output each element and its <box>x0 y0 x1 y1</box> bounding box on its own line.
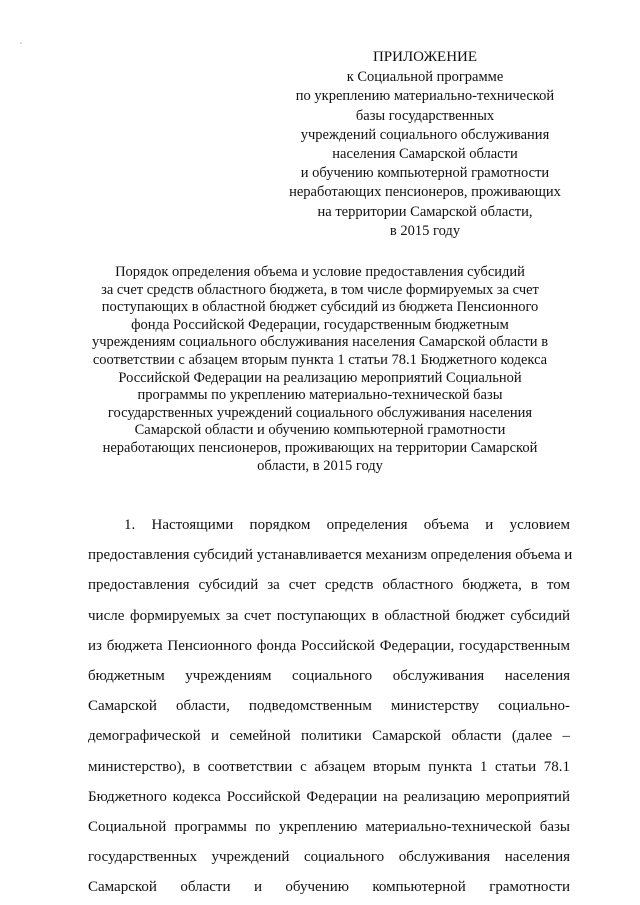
body-line: 1. Настоящими порядком определения объема и условием <box>124 517 570 533</box>
appendix-line: учреждений социального обслуживания <box>300 126 550 143</box>
title-line: за счет средств областного бюджета, в том числе формируемых за счет <box>101 281 539 298</box>
body-line: предоставления субсидий за счет средств областного бюджета, в том <box>88 577 570 594</box>
body-line: бюджетным учреждениям социального обслуживания населения <box>88 667 570 684</box>
appendix-line: к Социальной программе <box>346 69 504 86</box>
title-line: учреждениям социального обслуживания населения Самарской области в <box>91 334 549 351</box>
title-line: Российской Федерации на реализацию мероприятий Социальной <box>118 369 522 386</box>
document-title <box>80 264 560 475</box>
body-line: Бюджетного кодекса Российской Федерации на реализацию мероприятий <box>88 788 570 805</box>
appendix-heading: ПРИЛОЖЕНИЕ <box>372 49 478 65</box>
title-line: Самарской области и обучению компьютерной грамотности <box>134 422 506 439</box>
appendix-line: населения Самарской области <box>332 146 518 163</box>
title-line: фонда Российской Федерации, государственным бюджетным <box>131 316 509 333</box>
body-paragraph <box>88 510 573 902</box>
title-line: области, в 2015 году <box>257 457 383 474</box>
body-line: Социальной программы по укреплению материально-технической базы <box>88 818 570 835</box>
appendix-line: неработающих пенсионеров, проживающих <box>289 184 561 201</box>
scan-speck <box>20 42 22 44</box>
title-line: Порядок определения объема и условие предоставления субсидий <box>115 264 525 280</box>
body-line: Самарской области и обучению компьютерной грамотности <box>88 879 570 896</box>
title-line: государственных учреждений социального обслуживания населения <box>107 404 533 421</box>
body-line: демографической и семейной политики Самарской области (далее – <box>88 728 570 745</box>
body-line: предоставления субсидий устанавливается механизм определения объема и <box>88 547 573 564</box>
title-line: соответствии с абзацем вторым пункта 1 статьи 78.1 Бюджетного кодекса <box>92 351 548 368</box>
title-line: неработающих пенсионеров, проживающих на территории Самарской <box>102 439 538 456</box>
appendix-line: базы государственных <box>355 107 495 124</box>
appendix-line: и обучению компьютерной грамотности <box>300 165 550 182</box>
appendix-line: на территории Самарской области, <box>317 203 533 220</box>
appendix-line: в 2015 году <box>389 222 461 239</box>
title-line: поступающих в областной бюджет субсидий из бюджета Пенсионного <box>101 299 539 316</box>
body-line: государственных учреждений социального обслуживания населения <box>88 849 570 866</box>
title-line: программы по укреплению материально-технической базы <box>137 387 503 404</box>
appendix-block <box>270 48 580 241</box>
body-line: Самарской области, подведомственным министерству социально- <box>88 698 570 715</box>
body-line: числе формируемых за счет поступающих в областной бюджет субсидий <box>88 607 570 624</box>
body-line: из бюджета Пенсионного фонда Российской Федерации, государственным <box>88 637 570 654</box>
body-line: министерство), в соответствии с абзацем вторым пункта 1 статьи 78.1 <box>88 758 570 775</box>
appendix-line: по укреплению материально-технической <box>295 88 555 105</box>
